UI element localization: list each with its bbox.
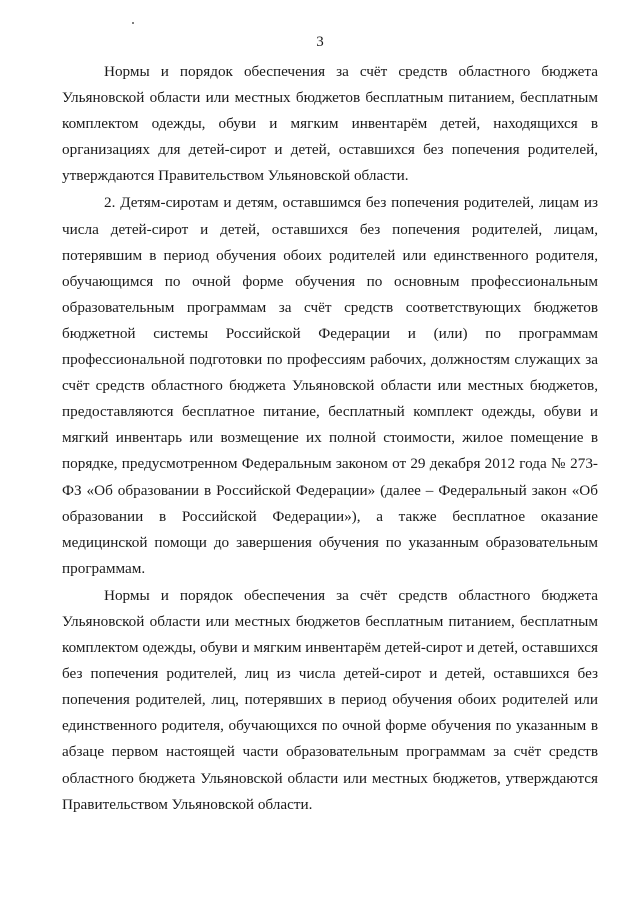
document-body: [62, 59, 598, 818]
page-number: 3: [316, 34, 324, 50]
paragraph-section-2: 2. Детям-сиротам и детям, оставшимся без попечения родителей, лицам из числа детей-сирот и детей, оставшихся без попечения родителей, лицам, потерявшим в период обучения обоих родителей или единственного родителя, обучающимся по очной форме обучения по основным профессиональным образовательным программам за счёт средств соответствующих бюджетов бюджетной системы Российской Федерации и (или) по программам профессиональной подготовки по профессиям рабочих, должностям служащих за счёт средств областного бюджета Ульяновской области или местных бюджетов, предоставляются бесплатное питание, бесплатный комплект одежды, обуви и мягкий инвентарь или возмещение их полной стоимости, жилое помещение в порядке, предусмотренном Федеральным законом от 29 декабря 2012 года № 273-ФЗ «Об образовании в Российской Федерации» (далее – Федеральный закон «Об образовании в Российской Федерации»), а также бесплатное оказание медицинской помощи до завершения обучения по указанным образовательным программам.: [62, 194, 598, 577]
paragraph-norms-organizations: Нормы и порядок обеспечения за счёт средств областного бюджета Ульяновской области или местных бюджетов бесплатным питанием, бесплатным комплектом одежды, обуви и мягким инвентарём детей, находящихся в организациях для детей-сирот и детей, оставшихся без попечения родителей, утверждаются Правительством Ульяновской области.: [62, 63, 598, 185]
paragraph-norms-students: Нормы и порядок обеспечения за счёт средств областного бюджета Ульяновской области или местных бюджетов бесплатным питанием, бесплатным комплектом одежды, обуви и мягким инвентарём детей-сирот и детей, оставшихся без попечения родителей, лиц из числа детей-сирот и детей, оставшихся без попечения родителей, лиц, потерявших в период обучения обоих родителей или единственного родителя, обучающихся по очной форме обучения по указанным в абзаце первом настоящей части образовательным программам за счёт средств областного бюджета Ульяновской области или местных бюджетов, утверждаются Правительством Ульяновской области.: [62, 586, 598, 813]
scan-speck: [132, 22, 134, 24]
